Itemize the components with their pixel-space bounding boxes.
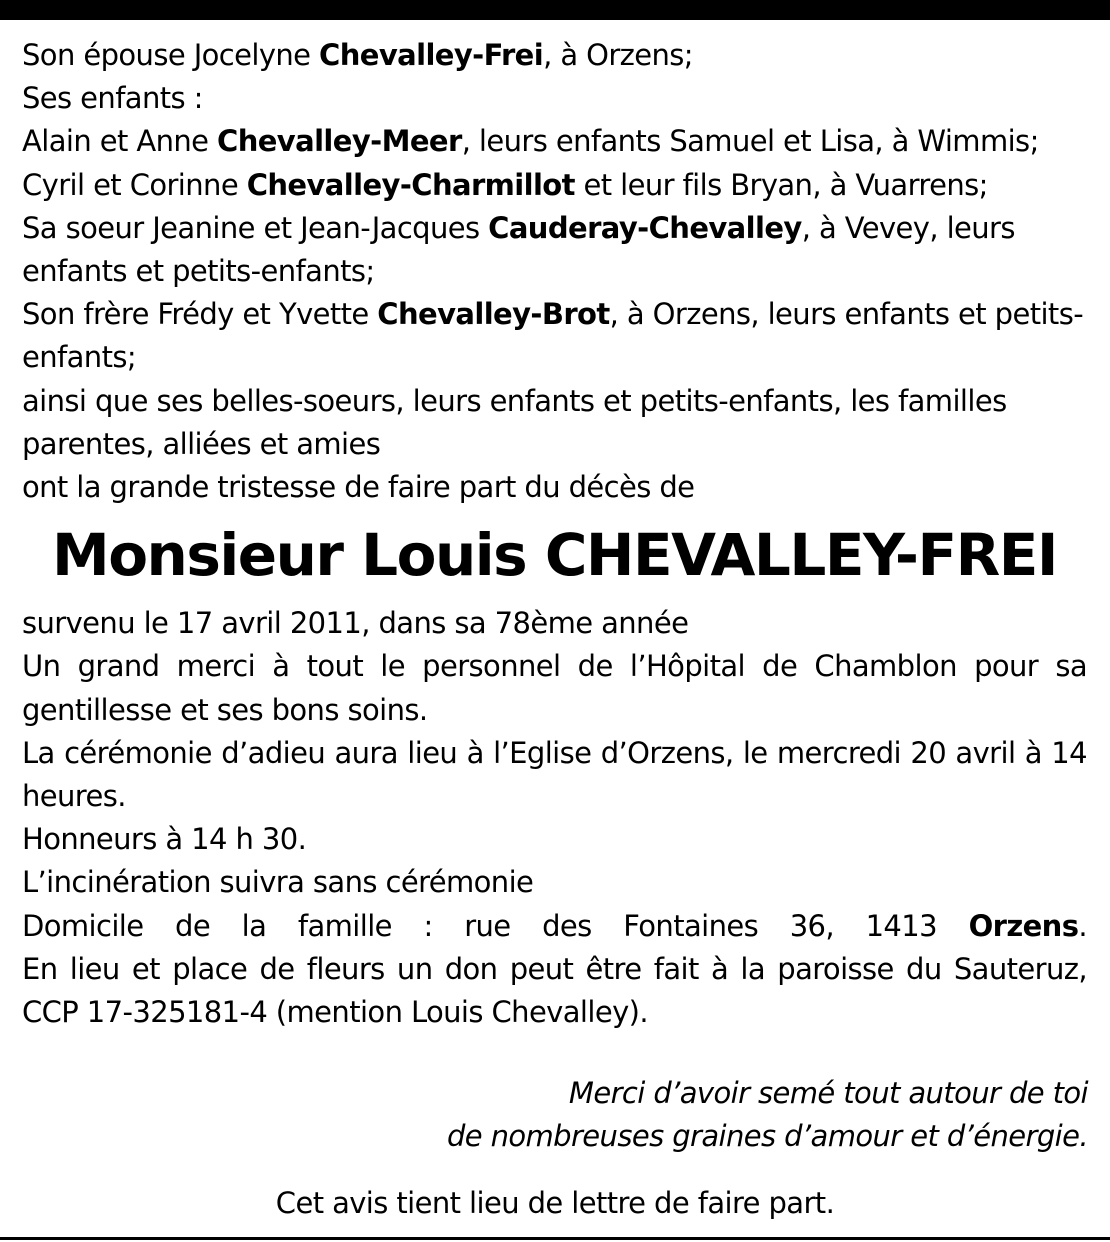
child-detail: et leur fils Bryan, à Vuarrens;	[574, 167, 988, 202]
children-heading: Ses enfants :	[22, 81, 203, 116]
child-surname: Chevalley-Charmillot	[246, 167, 575, 202]
sister-surname: Cauderay-Chevalley	[488, 210, 802, 245]
death-date-line: survenu le 17 avril 2011, dans sa 78ème année	[22, 606, 689, 641]
domicile-address: Domicile de la famille : rue des Fontaines 36, 1413	[22, 908, 969, 943]
brother-line	[22, 293, 1087, 379]
top-rule	[0, 0, 1110, 20]
farewell-quote	[288, 1072, 1088, 1158]
sister-line	[22, 207, 1087, 293]
ceremony-paragraph: La cérémonie d’adieu aura lieu à l’Eglise d’Orzens, le mercredi 20 avril à 14 heures.	[22, 735, 1087, 814]
thanks-paragraph: Un grand merci à tout le personnel de l’Hôpital de Chamblon pour sa gentillesse et ses bons soins.	[22, 649, 1087, 727]
spouse-text: Son épouse Jocelyne	[22, 38, 320, 72]
domicile-period: .	[1078, 908, 1087, 943]
incineration-line: L’incinération suivra sans cérémonie	[22, 865, 534, 900]
sister-names: Sa soeur Jeanine et Jean-Jacques	[22, 210, 489, 245]
child-detail: , leurs enfants Samuel et Lisa, à Wimmis;	[461, 124, 1039, 159]
domicile-town: Orzens	[968, 908, 1079, 943]
child-surname: Chevalley-Meer	[217, 124, 462, 159]
quote-line-1: Merci d’avoir semé tout autour de toi	[568, 1076, 1088, 1110]
spouse-surname: Chevalley-Frei	[319, 38, 544, 72]
sister-detail: , à Vevey, leurs enfants et petits-enfants;	[22, 210, 1015, 289]
spouse-line	[22, 34, 1087, 77]
brother-names: Son frère Frédy et Yvette	[22, 297, 378, 332]
bottom-rule	[0, 1237, 1110, 1240]
child-line-cyril	[22, 164, 1087, 207]
child-names: Cyril et Corinne	[22, 167, 247, 202]
closing-notice: Cet avis tient lieu de lettre de faire part.	[275, 1186, 835, 1220]
brother-surname: Chevalley-Brot	[377, 297, 610, 332]
quote-line-2: de nombreuses graines d’amour et d’énergie.	[446, 1119, 1088, 1154]
honours-line: Honneurs à 14 h 30.	[22, 822, 307, 857]
spouse-place: , à Orzens;	[543, 38, 693, 72]
child-names: Alain et Anne	[22, 124, 218, 159]
domicile-line	[22, 905, 1087, 948]
child-line-alain	[22, 120, 1087, 163]
extended-family-line: ainsi que ses belles-soeurs, leurs enfants et petits-enfants, les familles parentes, alliées et amies	[22, 383, 1007, 461]
obituary-body	[22, 34, 1087, 1034]
announcement-line: ont la grande tristesse de faire part du décès de	[22, 470, 695, 505]
deceased-name: Monsieur Louis CHEVALLEY-FREI	[51, 521, 1057, 590]
brother-detail: , à Orzens, leurs enfants et petits-enfants;	[22, 297, 1084, 375]
donation-paragraph: En lieu et place de fleurs un don peut être fait à la paroisse du Sauteruz, CCP 17-325181-4 (mention Louis Chevalley).	[22, 951, 1087, 1030]
